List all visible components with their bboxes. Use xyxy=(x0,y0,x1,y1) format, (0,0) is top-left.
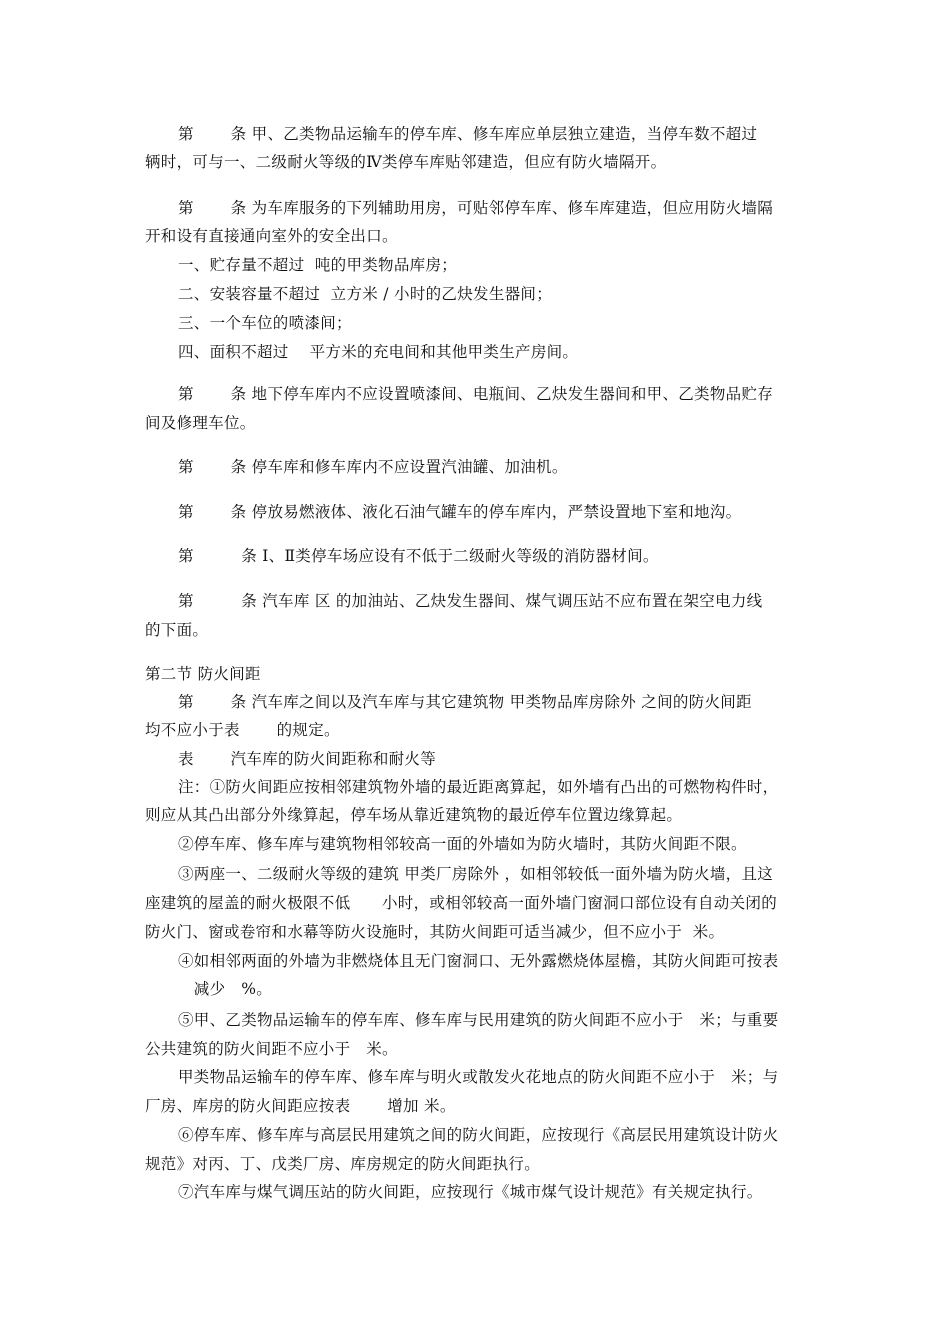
note-line: 公共建筑的防火间距不应小于 米。 xyxy=(145,1040,398,1058)
text-line: 第 条 Ⅰ、Ⅱ类停车场应设有不低于二级耐火等级的消防器材间。 xyxy=(178,547,659,565)
text-line: 均不应小于表 的规定。 xyxy=(145,721,340,739)
text-line: 一、贮存量不超过 吨的甲类物品库房； xyxy=(178,256,458,274)
text-line: 第 条 汽车库之间以及汽车库与其它建筑物 甲类物品库房除外 之间的防火间距 xyxy=(178,693,752,711)
note-line: 厂房、库房的防火间距应按表 增加 米。 xyxy=(145,1097,456,1115)
note-line: 则应从其凸出部分外缘算起，停车场从靠近建筑物的最近停车位置边缘算起。 xyxy=(145,806,683,824)
text-line: 辆时，可与一、二级耐火等级的Ⅳ类停车库贴邻建造，但应有防火墙隔开。 xyxy=(145,153,667,171)
table-caption: 表 汽车库的防火间距称和耐火等 xyxy=(178,750,437,768)
text-line: 第 条 停放易燃液体、液化石油气罐车的停车库内，严禁设置地下室和地沟。 xyxy=(178,503,742,521)
note-line: 减少 %。 xyxy=(178,980,273,998)
note-line: ②停车库、修车库与建筑物相邻较高一面的外墙如为防火墙时，其防火间距不限。 xyxy=(178,835,747,853)
text-line: 三、一个车位的喷漆间； xyxy=(178,314,352,332)
text-line: 第 条 为车库服务的下列辅助用房，可贴邻停车库、修车库建造，但应用防火墙隔 xyxy=(178,199,774,217)
note-line: ⑦汽车库与煤气调压站的防火间距，应按现行《城市煤气设计规范》有关规定执行。 xyxy=(178,1183,763,1201)
text-line: 间及修理车位。 xyxy=(145,414,256,432)
note-line: ④如相邻两面的外墙为非燃烧体且无门窗洞口、无外露燃烧体屋檐，其防火间距可按表 xyxy=(178,952,779,970)
note-line: 甲类物品运输车的停车库、修车库与明火或散发火花地点的防火间距不应小于 米；与 xyxy=(178,1068,779,1086)
text-line: 四、面积不超过 平方米的充电间和其他甲类生产房间。 xyxy=(178,343,579,361)
note-line: 防火门、窗或卷帘和水幕等防火设施时，其防火间距可适当减少，但不应小于 米。 xyxy=(145,923,725,941)
section-heading: 第二节 防火间距 xyxy=(145,665,261,683)
text-line: 第 条 停车库和修车库内不应设置汽油罐、加油机。 xyxy=(178,458,568,476)
note-line: 注：①防火间距应按相邻建筑物外墙的最近距离算起，如外墙有凸出的可燃物构件时， xyxy=(178,778,779,796)
text-line: 的下面。 xyxy=(145,621,209,639)
text-line: 第 条 甲、乙类物品运输车的停车库、修车库应单层独立建造，当停车数不超过 xyxy=(178,125,758,143)
text-line: 第 条 地下停车库内不应设置喷漆间、电瓶间、乙炔发生器间和甲、乙类物品贮存 xyxy=(178,385,774,403)
text-line: 开和设有直接通向室外的安全出口。 xyxy=(145,227,398,245)
note-line: 规范》对丙、丁、戊类厂房、库房规定的防火间距执行。 xyxy=(145,1155,541,1173)
note-line: ⑥停车库、修车库与高层民用建筑之间的防火间距，应按现行《高层民用建筑设计防火 xyxy=(178,1126,779,1144)
text-line: 二、安装容量不超过 立方米 / 小时的乙炔发生器间； xyxy=(178,285,553,303)
note-line: 座建筑的屋盖的耐火极限不低 小时，或相邻较高一面外墙门窗洞口部位设有自动关闭的 xyxy=(145,894,778,912)
note-line: ③两座一、二级耐火等级的建筑 甲类厂房除外 ，如相邻较低一面外墙为防火墙，且这 xyxy=(178,865,774,883)
note-line: ⑤甲、乙类物品运输车的停车库、修车库与民用建筑的防火间距不应小于 米；与重要 xyxy=(178,1011,779,1029)
text-line: 第 条 汽车库 区 的加油站、乙炔发生器间、煤气调压站不应布置在架空电力线 xyxy=(178,592,763,610)
